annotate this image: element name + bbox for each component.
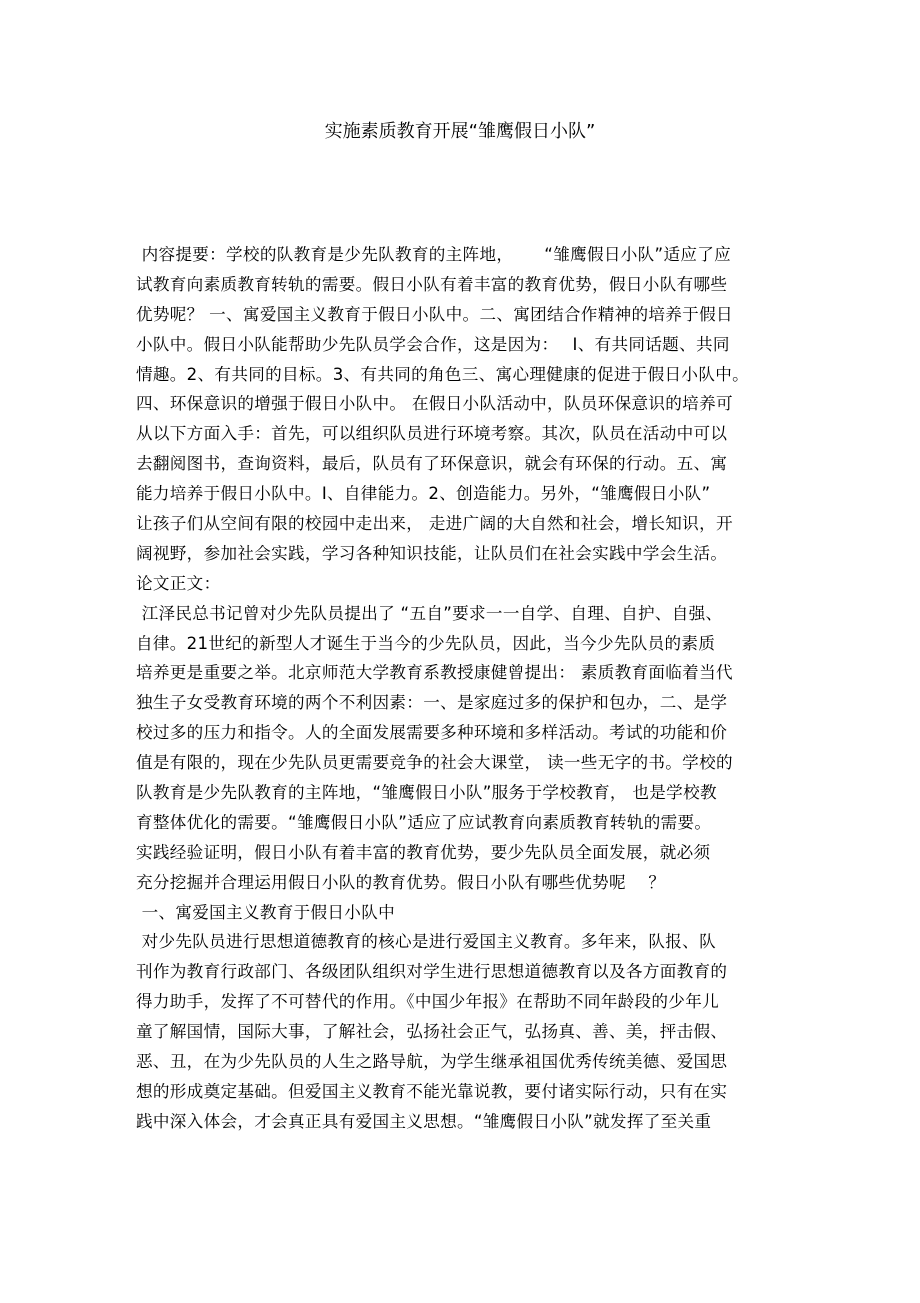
text-line: 刊作为教育行政部门、各级团队组织对学生进行思想道德教育以及各方面教育的 [136, 962, 728, 982]
document-body [136, 240, 786, 1137]
text-line: 情趣。2、有共同的目标。3、有共同的角色三、寓心理健康的促进于假日小队中。 [136, 364, 749, 384]
text-line: 阔视野，参加社会实践，学习各种知识技能，让队员们在社会实践中学会生活。 [136, 543, 728, 563]
text-line: 充分挖掘并合理运用假日小队的教育优势。假日小队有哪些优势呢 ？ [136, 872, 666, 892]
text-line: 四、环保意识的增强于假日小队中。 在假日小队活动中，队员环保意识的培养可 [136, 394, 733, 414]
text-line: 实践经验证明，假日小队有着丰富的教育优势，要少先队员全面发展，就必须 [136, 842, 711, 862]
text-line: 童了解国情，国际大事，了解社会，弘扬社会正气，弘扬真、善、美，抨击假、 [136, 1022, 728, 1042]
text-line: 一、寓爱国主义教育于假日小队中 [136, 902, 395, 922]
text-line: 论文正文： [136, 573, 221, 593]
text-line: 育整体优化的需要。“雏鹰假日小队”适应了应试教育向素质教育转轨的需要。 [136, 812, 712, 832]
document-title: 实施素质教育开展“雏鹰假日小队” [324, 121, 596, 142]
text-line: 校过多的压力和指令。人的全面发展需要多种环境和多样活动。考试的功能和价 [136, 723, 728, 743]
text-line: 从以下方面入手：首先，可以组织队员进行环境考察。其次，队员在活动中可以 [136, 424, 728, 444]
text-line: 内容提要：学校的队教育是少先队教育的主阵地， “雏鹰假日小队”适应了应 [136, 245, 732, 264]
text-line: 培养更是重要之举。北京师范大学教育系教授康健曾提出： 素质教育面临着当代 [136, 663, 733, 683]
text-line: 让孩子们从空间有限的校园中走出来， 走进广阔的大自然和社会，增长知识，开 [136, 514, 733, 534]
text-line: 小队中。假日小队能帮助少先队员学会合作，这是因为： I、有共同话题、共同 [136, 334, 730, 354]
text-line: 去翻阅图书，查询资料，最后，队员有了环保意识，就会有环保的行动。五、寓 [136, 454, 728, 474]
text-line: 独生子女受教育环境的两个不利因素：一、是家庭过多的保护和包办，二、是学 [136, 693, 728, 713]
text-line: 对少先队员进行思想道德教育的核心是进行爱国主义教育。多年来，队报、队 [136, 932, 716, 952]
text-line: 优势呢？ 一、寓爱国主义教育于假日小队中。二、寓团结合作精神的培养于假日 [136, 304, 733, 324]
text-line: 江泽民总书记曾对少先队员提出了 “五自”要求一一自学、自理、自护、自强、 [136, 603, 723, 623]
text-line: 恶、丑，在为少先队员的人生之路导航，为学生继承祖国优秀传统美德、爱国思 [136, 1052, 728, 1072]
text-line: 得力助手，发挥了不可替代的作用。《中国少年报》在帮助不同年龄段的少年儿 [136, 992, 719, 1012]
text-line: 值是有限的，现在少先队员更需要竞争的社会大课堂， 读一些无字的书。学校的 [136, 753, 733, 773]
text-line: 自律。21世纪的新型人才诞生于当今的少先队员，因此，当今少先队员的素质 [136, 633, 716, 653]
text-line: 想的形成奠定基础。但爱国主义教育不能光靠说教，要付诸实际行动，只有在实 [136, 1081, 728, 1101]
text-line: 能力培养于假日小队中。I、自律能力。2、创造能力。另外，“雏鹰假日小队” [136, 484, 711, 504]
text-line: 试教育向素质教育转轨的需要。假日小队有着丰富的教育优势，假日小队有哪些 [136, 274, 728, 294]
text-line: 队教育是少先队教育的主阵地，“雏鹰假日小队”服务于学校教育， 也是学校教 [136, 783, 717, 803]
text-line: 践中深入体会，才会真正具有爱国主义思想。“雏鹰假日小队”就发挥了至关重 [136, 1111, 712, 1131]
